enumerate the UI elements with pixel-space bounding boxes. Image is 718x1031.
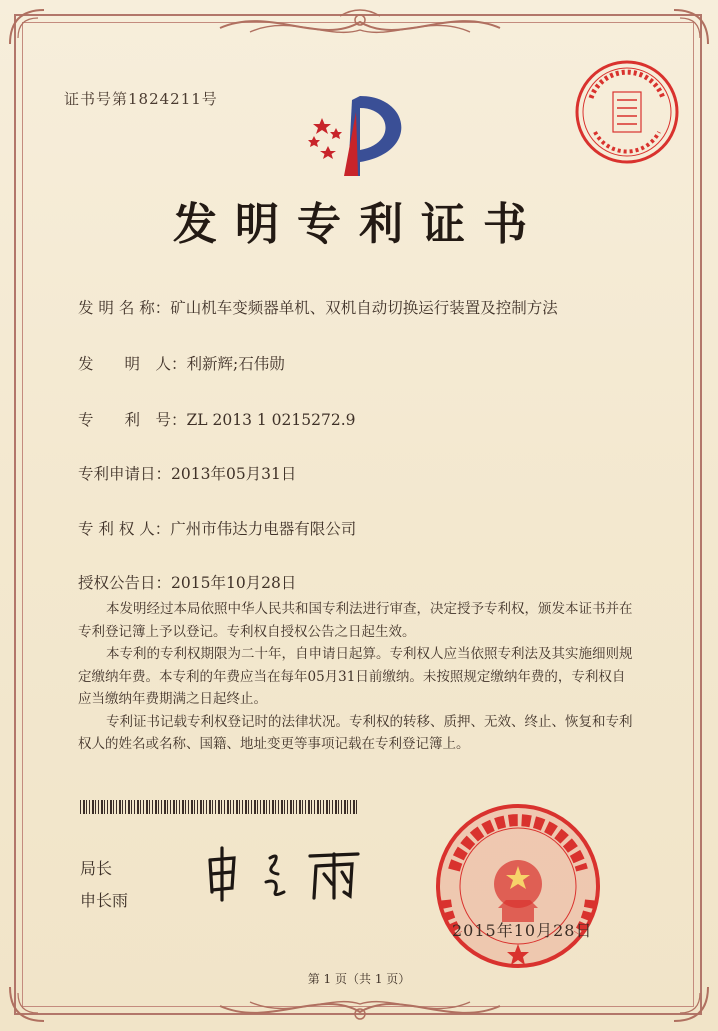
patent-number-value: ZL 2013 1 0215272.9	[186, 411, 356, 429]
patent-number-row	[78, 408, 356, 430]
certificate-title: 发明专利证书	[173, 199, 545, 250]
patent-number-label: 专 利 号：	[78, 411, 187, 429]
body-paragraph-3: 专利证书记载专利权登记时的法律状况。专利权的转移、质押、无效、终止、恢复和专利权人的姓名或名称、国籍、地址变更等事项记载在专利登记簿上。	[78, 713, 633, 752]
invention-name-row	[78, 296, 558, 318]
certificate-number: 证书号第1824211号	[64, 90, 218, 108]
corner-ornament-tl	[4, 4, 64, 64]
seal-date: 2015年10月28日	[452, 921, 593, 940]
announcement-date-label: 授权公告日：	[78, 574, 172, 592]
inventor-value: 利新辉;石伟勋	[186, 355, 285, 373]
bottom-ornament	[210, 988, 510, 1028]
patentee-label: 专 利 权 人：	[78, 520, 171, 538]
sipo-logo-icon	[300, 92, 430, 184]
top-ornament	[210, 6, 510, 50]
corner-ornament-tr	[654, 4, 714, 64]
application-date-label: 专利申请日：	[78, 465, 172, 483]
announcement-date-value: 2015年10月28日	[171, 574, 297, 592]
patentee-row	[78, 517, 356, 539]
inventor-label: 发 明 人：	[78, 355, 187, 373]
official-seal	[432, 800, 604, 972]
director-signature	[200, 842, 370, 906]
director-name: 申长雨	[80, 891, 129, 910]
body-paragraph-2: 本专利的专利权期限为二十年，自申请日起算。专利权人应当依照专利法及其实施细则规定缴纳年费。本专利的年费应当在每年05月31日前缴纳。未按照规定缴纳年费的，专利权自应当缴纳年费期满之日起终止。	[78, 646, 633, 707]
barcode	[80, 800, 358, 814]
certificate-body	[78, 598, 638, 756]
announcement-date-row	[78, 571, 296, 593]
patentee-value: 广州市伟达力电器有限公司	[170, 520, 357, 538]
page-footer: 第 1 页（共 1 页）	[307, 972, 411, 986]
tax-stamp	[573, 58, 681, 166]
application-date-value: 2013年05月31日	[171, 465, 297, 483]
inventor-row	[78, 352, 285, 374]
application-date-row	[78, 462, 296, 484]
invention-name-label: 发 明 名 称：	[78, 299, 171, 317]
director-title: 局长	[80, 859, 113, 878]
body-paragraph-1: 本发明经过本局依照中华人民共和国专利法进行审查，决定授予专利权，颁发本证书并在专利登记簿上予以登记。专利权自授权公告之日起生效。	[78, 601, 633, 640]
invention-name-value: 矿山机车变频器单机、双机自动切换运行装置及控制方法	[170, 299, 558, 317]
